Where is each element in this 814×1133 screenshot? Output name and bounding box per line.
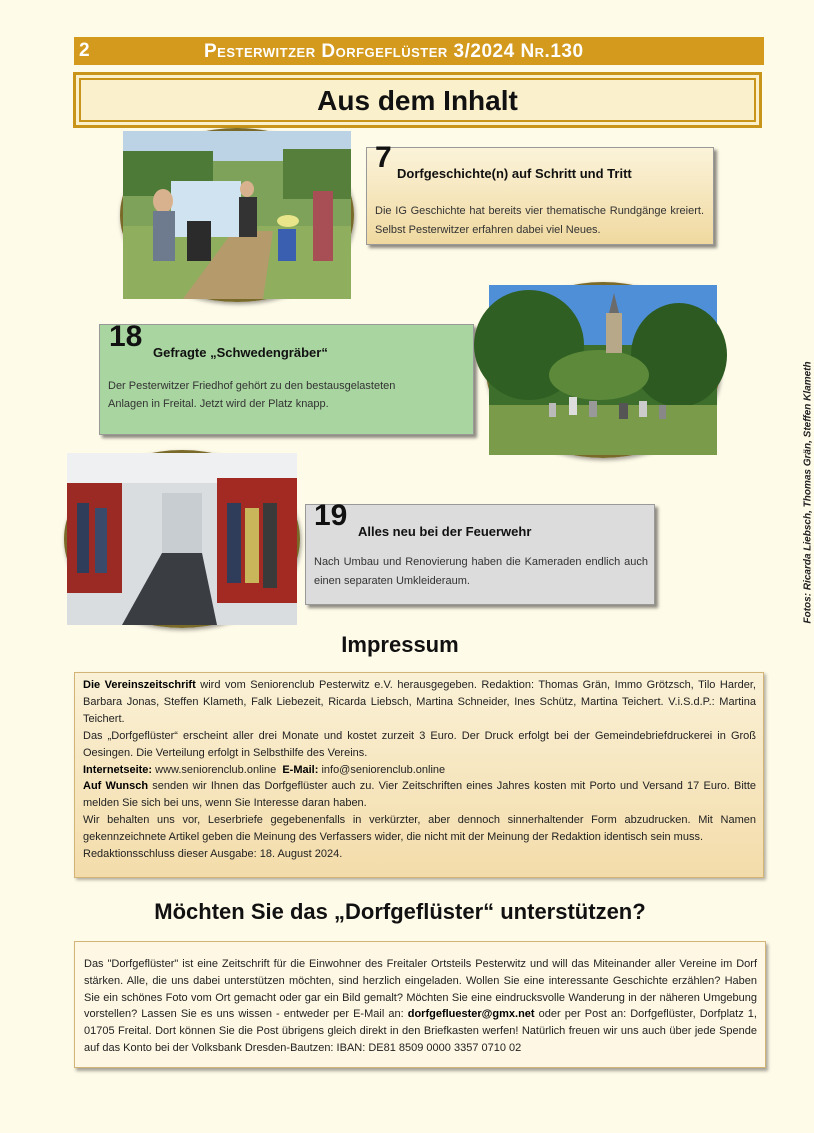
impressum-label: E-Mail: [282,763,319,776]
impressum-paragraph: senden wir Ihnen das Dorfgeflüster auch zu. Vier Zeitschriften eines Jahres kosten mit Porto und Versand 17 Euro. Bitte melden Sie sich bei uns, wenn Sie Interesse daran haben. [83,780,756,810]
contents-title: Aus dem Inhalt [317,85,518,116]
impressum-paragraph: Wir behalten uns vor, Leserbriefe gegebenenfalls in verkürzter, aber dennoch sinnerhaltender Form abzudrucken. Mit Namen gekennzeichnete Artikel geben die Meinung des Verfassers wider, die nicht mit der Meinung der Redaktion identisch sein muss. [83,814,756,844]
article-teaser: Nach Umbau und Renovierung haben die Kameraden endlich auch einen separaten Umkleideraum. [314,556,648,587]
page-number: 2 [79,40,90,61]
impressum-box [74,672,764,878]
support-paragraph: oder per Post an: Dorfgeflüster, Dorfplatz 1, 01705 Freital. Dort können Sie die Post übrigens gleich direkt in den Briefkasten werfen! Natürlich freuen wir uns auch über jede Spende auf das Konto bei der Volksbank Dresden-Bautzen: IBAN: DE81 8509 0000 3357 0710 02 [84,1008,757,1054]
impressum-paragraph: Das „Dorfgeflüster“ erscheint aller drei Monate und kostet zurzeit 3 Euro. Der Druck erfolgt bei der Gemeindebriefdruckerei in Groß Oesingen. Die Verteilung erfolgt in Selbsthilfe des Vereins. [83,729,756,759]
support-title: Möchten Sie das „Dorfgeflüster“ unterstützen? [154,899,646,924]
article-page-number: 7 [375,141,392,174]
issue-title: Pesterwitzer Dorfgeflüster 3/2024 Nr.130 [204,41,584,62]
article-card-18[interactable] [99,320,474,435]
article-card-19[interactable] [305,499,655,605]
article-headline: Alles neu bei der Feuerwehr [358,524,532,539]
article-teaser-line-2: Anlagen in Freital. Jetzt wird der Platz knapp. [108,398,329,410]
impressum-paragraph: wird vom Seniorenclub Pesterwitz e.V. herausgegeben. Redaktion: Thomas Grän, Immo Grötzsch, Tilo Harder, Barbara Jonas, Steffen Klameth, Falk Liebezeit, Ricarda Liebsch, Martina Schneider, Ines Schütz, Martina Teichert. V.i.S.d.P.: Martina Teichert. [83,679,756,725]
photo-cemetery [486,282,720,458]
article-page-number: 18 [109,320,143,353]
support-box [74,941,766,1068]
article-page-number: 19 [314,499,348,532]
photo-walking-tour [120,128,354,302]
support-text [84,956,757,1057]
impressum-title: Impressum [341,632,459,657]
locker-room-image [67,453,297,625]
email-link[interactable]: info@seniorenclub.online [318,763,446,776]
walking-tour-image [123,131,351,299]
impressum-label: Internetseite: [83,763,153,776]
impressum-text [83,677,756,863]
impressum-label: Die Vereinszeitschrift [83,679,196,691]
article-teaser-line-1: Der Pesterwitzer Friedhof gehört zu den bestausgelasteten [108,380,396,392]
page-header-bar [74,37,764,65]
photo-locker-room [64,450,300,628]
support-email-link[interactable]: dorfgefluester@gmx.net [407,1008,535,1021]
cemetery-image [489,285,717,455]
photo-credit: Fotos: Ricarda Liebsch, Thomas Grän, Steffen Klameth [802,361,814,624]
article-teaser: Die IG Geschichte hat bereits vier thematische Rundgänge kreiert. Selbst Pesterwitzer erfahren dabei viel Neues. [375,205,704,236]
contents-title-box [73,72,762,128]
website-link[interactable]: www.seniorenclub.online [152,763,280,776]
article-card-7[interactable] [366,141,714,245]
impressum-label: Auf Wunsch [83,780,149,793]
support-paragraph: Das "Dorfgeflüster" ist eine Zeitschrift für die Einwohner des Freitaler Ortsteils Pesterwitz und will das Miteinander aller Vereine im Dorf stärken. Alle, die uns dabei unterstützen möchten, sind herzlich eingeladen. Wollen Sie eine interessante Geschichte erzählen? Haben Sie ein schönes Foto vom Ort gemacht oder gar ein Bild gemalt? Möchten Sie eine eindrucksvolle Wanderung in der näheren Umgebung vorstellen? Lassen Sie es uns wissen - entweder per E-Mail an: [84,958,757,1021]
impressum-paragraph: Redaktionsschluss dieser Ausgabe: 18. August 2024. [83,848,343,861]
article-headline: Dorfgeschichte(n) auf Schritt und Tritt [397,166,632,181]
article-headline: Gefragte „Schwedengräber“ [153,345,328,360]
